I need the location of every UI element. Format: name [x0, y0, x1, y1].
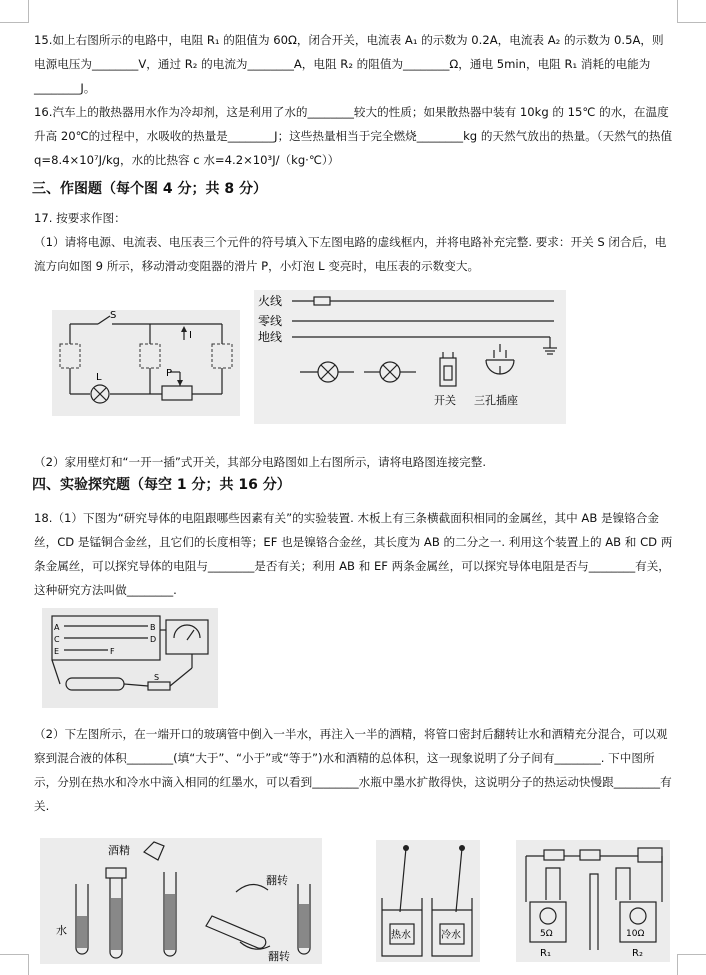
crop-mark-top-right: [677, 0, 706, 23]
circuit-label-L: L: [96, 372, 102, 383]
question-18-part-2: （2）下左图所示，在一端开口的玻璃管中倒入一半水，再注入一半的酒精，将管口密封后翻转让水和酒精充分混合，可以观察到混合液的体积________(填“大于”、“小于”或“等于”)水和酒精的总体积，这一现象说明了分子间有________. 下中图所示，分别在热水和冷水中滴入相同的红墨水，可以看到________水瓶中墨水扩散得快，这说明分子的热运动快慢跟________有关.: [34, 727, 672, 813]
wiring-label-live: 火线: [258, 294, 283, 308]
mixing-label-water: 水: [56, 924, 67, 937]
crop-mark-bottom-right: [677, 954, 706, 975]
wiring-label-ground: 地线: [258, 330, 283, 344]
question-17-part-2: （2）家用壁灯和“一开一插”式开关，其部分电路图如上右图所示，请将电路图连接完整.: [34, 455, 487, 469]
mixing-label-flip-1: 翻转: [266, 874, 288, 887]
question-15: 15.如上右图所示的电路中，电阻 R₁ 的阻值为 60Ω，闭合开关，电流表 A₁ 的示数为 0.2A，电流表 A₂ 的示数为 0.5A，则电源电压为________V，通过 R₂ 的电流为________A，电阻 R₂ 的阻值为________Ω，通电 5min，电阻 R₁ 消耗的电能为________J。: [34, 33, 664, 95]
question-17-part-1: （1）请将电源、电流表、电压表三个元件的符号填入下左图电路的虚线框内，并将电路补充完整. 要求：开关 S 闭合后，电流方向如图 9 所示，移动滑动变阻器的滑片 P，小灯泡 L 变亮时，电压表的示数变大。: [34, 235, 667, 273]
crop-mark-top-left: [0, 0, 29, 23]
question-16: 16.汽车上的散热器用水作为冷却剂，这是利用了水的________较大的性质；如果散热器中装有 10kg 的 15℃ 的水，在温度升高 20℃的过程中，水吸收的热量是________J；这些热量相当于完全燃烧________kg 的天然气放出的热量。（天然气的热值 q=8.4×10⁷J/kg，水的比热容 c 水=4.2×10³J/（kg·℃））: [34, 105, 673, 167]
wiring-label-switch: 开关: [434, 394, 456, 407]
heating-label-r2: R₂: [632, 948, 643, 959]
section-3-heading: 三、作图题（每个图 4 分；共 8 分）: [32, 181, 267, 197]
question-17-title: 17. 按要求作图：: [34, 211, 126, 225]
question-18-part-1: 18.（1）下图为“研究导体的电阻跟哪些因素有关”的实验装置. 木板上有三条横截面积相同的金属丝，其中 AB 是镍铬合金丝，CD 是锰铜合金丝，且它们的长度相等；EF 也是镍铬合金丝，其长度为 AB 的二分之一. 利用这个装置上的 AB 和 CD 两条金属丝，可以探究导体的电阻与________是否有关；利用 AB 和 EF 两条金属丝，可以探究导体电阻是否与________有关，这种研究方法叫做________.: [34, 511, 673, 597]
heating-label-r1: R₁: [540, 948, 551, 959]
circuit-label-S: S: [110, 310, 117, 321]
wire-label-A: A: [54, 623, 60, 632]
diffusion-label-hot: 热水: [391, 930, 411, 941]
figure-diffusion: [376, 840, 480, 962]
wiring-label-neutral: 零线: [258, 314, 283, 328]
crop-mark-bottom-left: [0, 954, 29, 975]
wire-label-E: E: [54, 647, 60, 656]
mixing-label-alcohol: 酒精: [108, 844, 130, 857]
wire-label-F: F: [110, 647, 115, 656]
circuit-label-I: I: [189, 330, 192, 341]
circuit-label-P: P: [166, 368, 173, 379]
figure-wiring: [254, 290, 566, 424]
wire-label-C: C: [54, 635, 60, 644]
wiring-label-socket: 三孔插座: [474, 394, 518, 407]
diffusion-label-cold: 冷水: [441, 930, 461, 941]
wire-label-D: D: [150, 635, 157, 644]
heating-label-r2-value: 10Ω: [626, 929, 645, 939]
switch-label-S: S: [154, 673, 160, 682]
section-4-heading: 四、实验探究题（每空 1 分；共 16 分）: [32, 477, 291, 493]
figure-heating: [516, 840, 670, 962]
figure-circuit: [52, 310, 240, 416]
figure-resistance: [42, 608, 218, 708]
figure-mixing: [40, 838, 322, 964]
heating-label-r1-value: 5Ω: [540, 929, 553, 939]
wire-label-B: B: [150, 623, 156, 632]
mixing-label-flip-2: 翻转: [268, 950, 290, 963]
